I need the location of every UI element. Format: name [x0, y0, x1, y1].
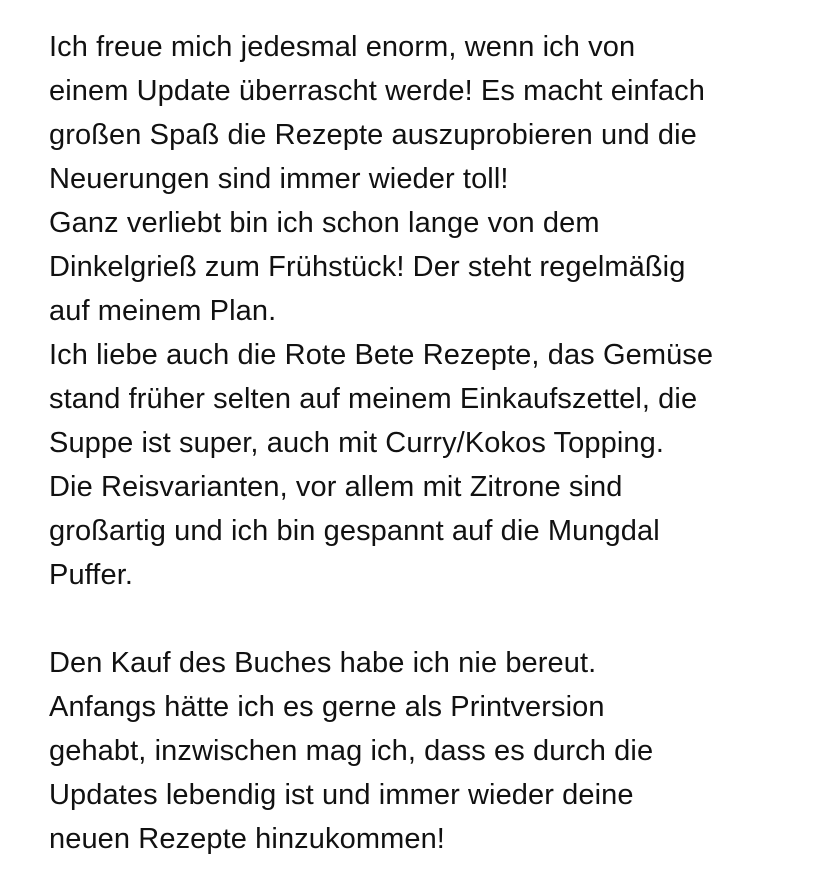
text-line: Dinkelgrieß zum Frühstück! Der steht regelmäßig	[49, 251, 686, 283]
text-line: Den Kauf des Buches habe ich nie bereut.	[49, 647, 597, 679]
text-line: Ich freue mich jedesmal enorm, wenn ich von	[49, 31, 636, 63]
text-line: Suppe ist super, auch mit Curry/Kokos Topping.	[49, 427, 665, 459]
text-line: Neuerungen sind immer wieder toll!	[49, 163, 509, 195]
text-line: neuen Rezepte hinzukommen!	[49, 823, 445, 855]
message-text[interactable]	[49, 25, 809, 861]
text-line: stand früher selten auf meinem Einkaufszettel, die	[49, 383, 698, 415]
text-line: Puffer.	[49, 559, 134, 591]
text-line: Ganz verliebt bin ich schon lange von dem	[49, 207, 600, 239]
text-line: Ich liebe auch die Rote Bete Rezepte, das Gemüse	[49, 339, 714, 371]
text-line: Die Reisvarianten, vor allem mit Zitrone sind	[49, 471, 623, 503]
text-line: einem Update überrascht werde! Es macht einfach	[49, 75, 705, 107]
text-line: großartig und ich bin gespannt auf die Mungdal	[49, 515, 660, 547]
text-line: großen Spaß die Rezepte auszuprobieren und die	[49, 119, 697, 151]
text-line: gehabt, inzwischen mag ich, dass es durch die	[49, 735, 654, 767]
text-line: auf meinem Plan.	[49, 295, 277, 327]
paragraph-break	[49, 597, 809, 641]
text-line: Anfangs hätte ich es gerne als Printversion	[49, 691, 605, 723]
text-line: Updates lebendig ist und immer wieder deine	[49, 779, 634, 811]
